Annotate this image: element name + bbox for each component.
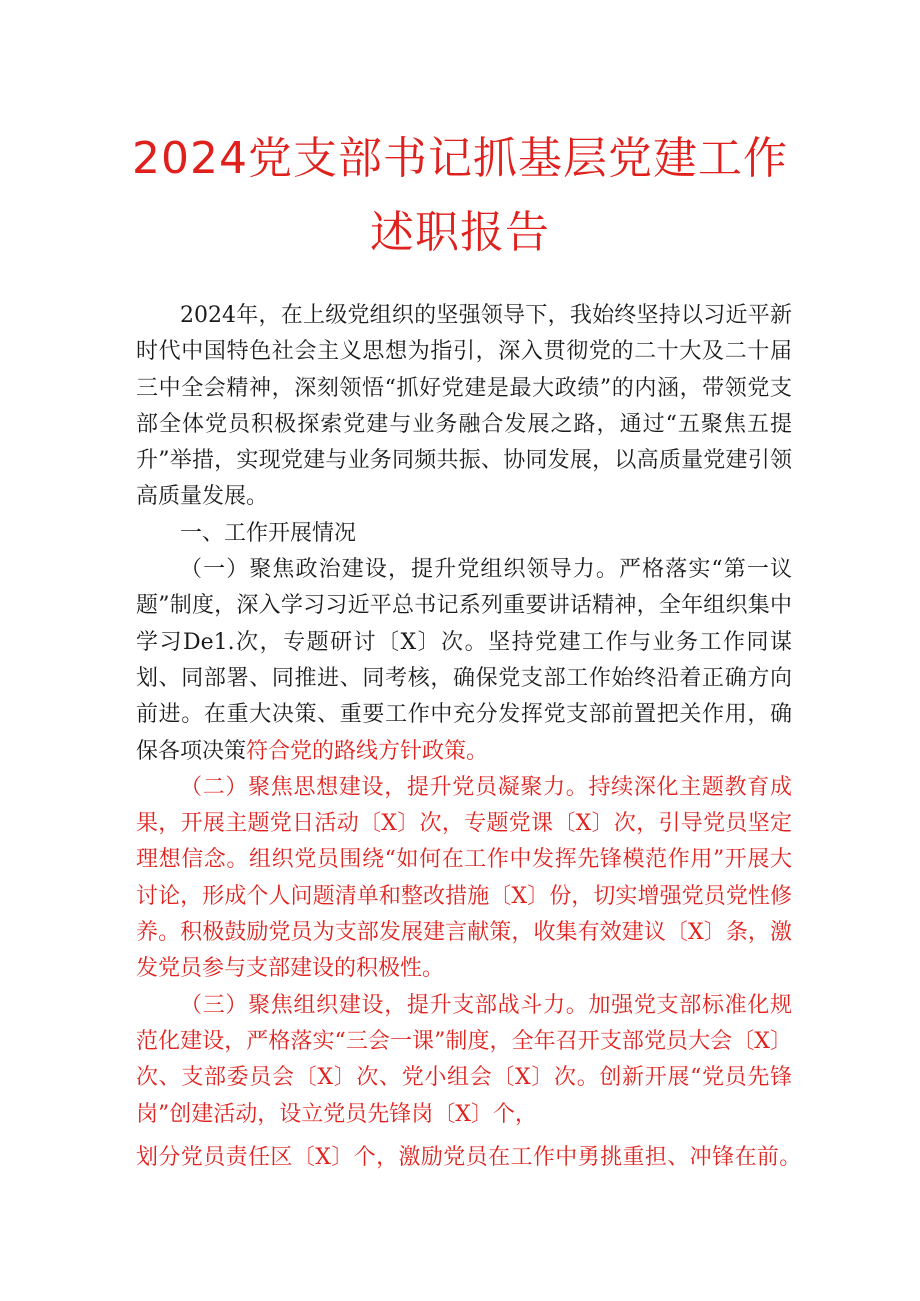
paragraph-political-construction-text: （一）聚焦政治建设，提升党组织领导力。严格落实“第一议题”制度，深入学习习近平总书记系列重要讲话精神，全年组织集中学习De1.次，专题研讨〔X〕次。坚持党建工作与业务工作同谋划、同部署、同推进、同考核，确保党支部工作始终沿着正确方向前进。在重大决策、重要工作中充分发挥党支部前置把关作用，确保各项决策 bbox=[136, 557, 792, 764]
paragraph-political-construction-highlight: 符合党的路线方针政策。 bbox=[246, 738, 489, 764]
paragraph-organizational-construction: （三）聚焦组织建设，提升支部战斗力。加强党支部标准化规范化建设，严格落实“三会一课”制度，全年召开支部党员大会〔X〕次、支部委员会〔X〕次、党小组会〔X〕次。创新开展“党员先锋岗”创建活动，设立党员先锋岗〔X〕个， bbox=[136, 992, 792, 1127]
section-heading-work-status: 一、工作开展情况 bbox=[180, 520, 357, 546]
document-title-line-2: 述职报告 bbox=[370, 207, 550, 258]
paragraph-ideological-construction: （二）聚焦思想建设，提升党员凝聚力。持续深化主题教育成果，开展主题党日活动〔X〕次，专题党课〔X〕次，引导党员坚定理想信念。组织党员围绕“如何在工作中发挥先锋模范作用”开展大讨论，形成个人问题清单和整改措施〔X〕份，切实增强党员党性修养。积极鼓励党员为支部发展建言献策，收集有效建议〔X〕条，激发党员参与支部建设的积极性。 bbox=[136, 774, 792, 982]
document-title-line-1: 2024党支部书记抓基层党建工作 bbox=[132, 133, 788, 184]
paragraph-political-construction bbox=[136, 552, 792, 770]
intro-paragraph: 2024年，在上级党组织的坚强领导下，我始终坚持以习近平新时代中国特色社会主义思想为指引，深入贯彻党的二十大及二十届三中全会精神，深刻领悟“抓好党建是最大政绩”的内涵，带领党支部全体党员积极探索党建与业务融合发展之路，通过“五聚焦五提升”举措，实现党建与业务同频共振、协同发展，以高质量党建引领高质量发展。 bbox=[136, 303, 792, 510]
paragraph-organizational-construction-continued: 划分党员责任区〔X〕个，激励党员在工作中勇挑重担、冲锋在前。 bbox=[136, 1145, 802, 1170]
document-body bbox=[136, 298, 792, 1133]
